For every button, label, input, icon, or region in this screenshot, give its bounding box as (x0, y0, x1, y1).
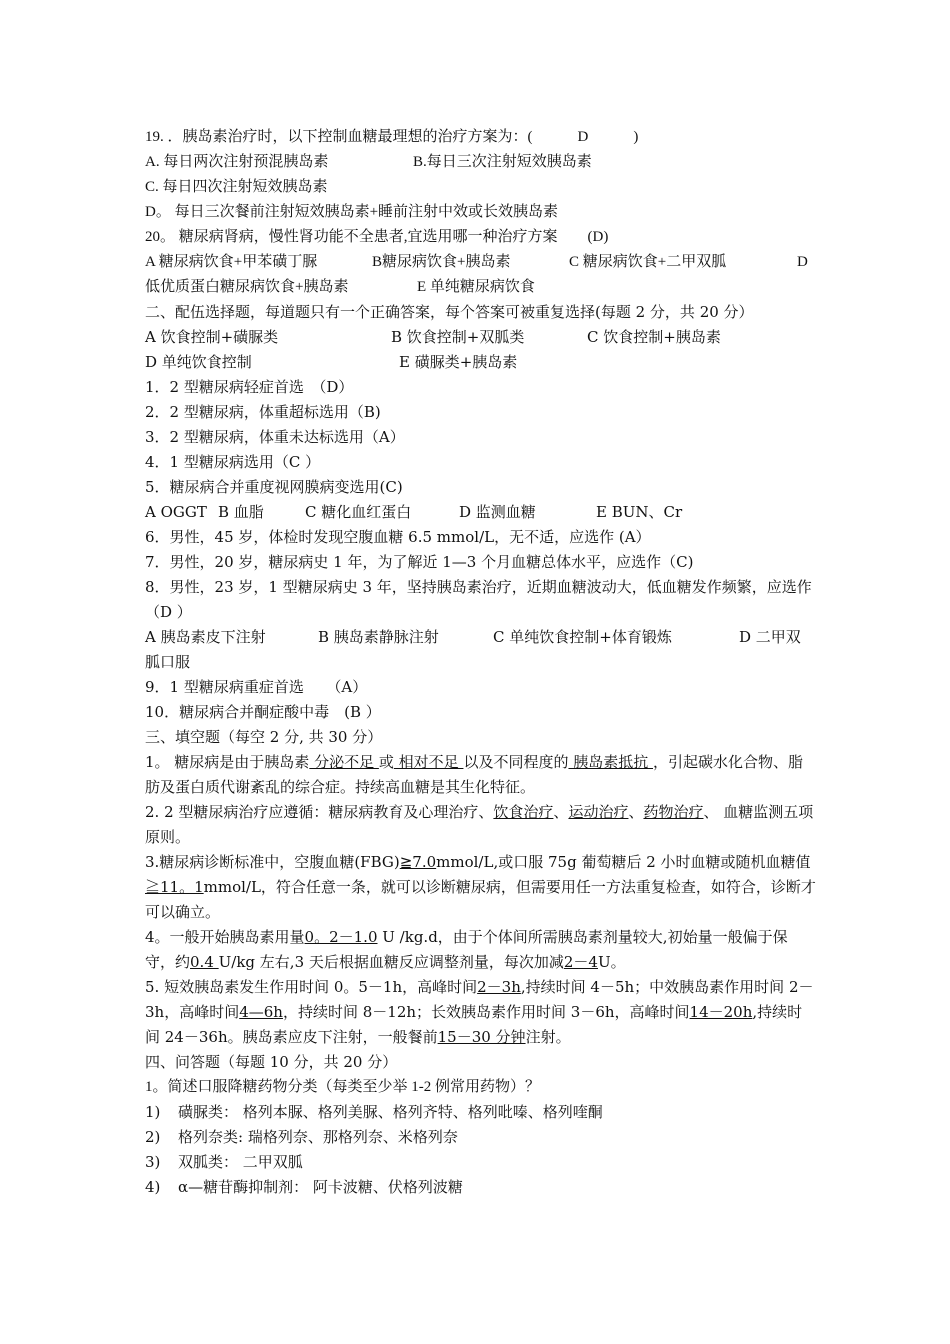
q20-option-e: E 单纯糖尿病饮食 (417, 279, 535, 295)
section2-question-7: 7．男性，20 岁，糖尿病史 1 年，为了解近 1—3 个月血糖总体水平，应选作（C) (145, 553, 694, 571)
blank-answer: 药物治疗 (643, 803, 704, 821)
blank-answer: 14－20h (689, 1003, 753, 1021)
group3-option-a: A 胰岛素皮下注射 (145, 628, 266, 646)
section2-group1-options-abc (145, 325, 817, 350)
q19-option-c: C. 每日四次注射短效胰岛素 (145, 179, 328, 195)
group3-option-d-head: D 二甲双 (739, 628, 801, 646)
group2-option-a: A OGGT (145, 503, 207, 521)
blank-answer: 分泌不足 (309, 753, 379, 771)
section2-question-10: 10．糖尿病合并酮症酸中毒 (B ） (145, 703, 381, 721)
fill-blank-5: 5. 短效胰岛素发生作用时间 0。5－1h，高峰时间2－3h,持续时间 4－5h；中效胰岛素作用时间 2－3h，高峰时间4—6h，持续时间 8－12h；长效胰岛素作用时间 3－6h，高峰时间14－20h,持续时间 24－36h。胰岛素应皮下注射，一般餐前15－30 分钟注射。 (145, 978, 814, 1046)
blank-answer: 15－30 分钟 (437, 1028, 526, 1046)
answer-item-number: 2) (145, 1128, 161, 1146)
answer-item-1 (145, 1100, 817, 1125)
section2-question-8: 8．男性，23 岁，1 型糖尿病史 3 年，坚持胰岛素治疗，近期血糖波动大，低血糖发作频繁，应选作 （D ） (145, 578, 842, 621)
fill-blank-3: 3.糖尿病诊断标准中，空腹血糖(FBG)≧7.0mmol/L,或口服 75g 葡萄糖后 2 小时血糖或随机血糖值≧11。1mmol/L，符合任意一条，就可以诊断糖尿病，但需要用任一方法重复检查，如符合，诊断才可以确立。 (145, 853, 816, 921)
q20-option-b: B糖尿病饮食+胰岛素 (372, 254, 511, 270)
section2-question-9: 9．1 型糖尿病重症首选 （A） (145, 678, 368, 696)
section2-question-3: 3．2 型糖尿病，体重未达标选用（A） (145, 428, 405, 446)
group2-option-d: D 监测血糖 (459, 503, 536, 521)
q19-option-b: B.每日三次注射短效胰岛素 (413, 154, 592, 170)
q20-option-a: A 糖尿病饮食+甲苯磺丁脲 (145, 254, 318, 270)
group1-option-b: B 饮食控制+双胍类 (391, 328, 525, 346)
group2-option-c: C 糖化血红蛋白 (305, 503, 412, 521)
answer-item-text: α—糖苷酶抑制剂： 阿卡波糖、伏格列波糖 (178, 1178, 463, 1196)
blank-answer: 4—6h (239, 1003, 283, 1021)
section2-question-4: 4．1 型糖尿病选用（C ） (145, 453, 321, 471)
document-body (145, 125, 842, 1200)
section4-title: 四、问答题（每题 10 分，共 20 分） (145, 1053, 398, 1071)
section2-question-1: 1．2 型糖尿病轻症首选 （D） (145, 378, 354, 396)
blank-answer: 0.4 (190, 953, 219, 971)
q19-stem: 19. ．胰岛素治疗时，以下控制血糖最理想的治疗方案为：( D ) (145, 129, 639, 145)
fill-blank-4: 4。一般开始胰岛素用量0。2－1.0 U /kg.d，由于个体间所需胰岛素剂量较大,初始量一般偏于保守，约0.4 U/kg 左右,3 天后根据血糖反应调整剂量，每次加减2－4U。 (145, 928, 788, 971)
blank-answer: 运动治疗 (568, 803, 629, 821)
answer-item-2 (145, 1125, 817, 1150)
group1-option-d: D 单纯饮食控制 (145, 353, 252, 371)
q20-option-c: C 糖尿病饮食+二甲双胍 (569, 254, 727, 270)
group1-option-c: C 饮食控制+胰岛素 (587, 328, 721, 346)
section4-question-1: 1。简述口服降糖药物分类（每类至少举 1-2 例常用药物）？ (145, 1079, 540, 1095)
q19-options-ab (145, 150, 817, 175)
q20-option-d-head: D (797, 254, 808, 270)
fill-blank-2: 2. 2 型糖尿病治疗应遵循：糖尿病教育及心理治疗、饮食治疗、运动治疗、药物治疗、 血糖监测五项原则。 (145, 803, 814, 846)
q19-option-d: D。 每日三次餐前注射短效胰岛素+睡前注射中效或长效胰岛素 (145, 204, 559, 220)
answer-item-4 (145, 1175, 817, 1200)
group3-option-c: C 单纯饮食控制+体育锻炼 (493, 628, 672, 646)
blank-answer: 胰岛素抵抗 (568, 753, 653, 771)
section2-group2-options (145, 500, 817, 525)
answer-item-text: 磺脲类： 格列本脲、格列美脲、格列齐特、格列吡嗪、格列喹酮 (178, 1103, 603, 1121)
group2-option-e: E BUN、Cr (596, 503, 683, 521)
blank-answer: 0。2－1.0 (304, 928, 378, 946)
blank-answer: 2－3h (477, 978, 521, 996)
blank-answer: 相对不足 (393, 753, 464, 771)
group2-option-b: B 血脂 (218, 503, 264, 521)
blank-answer: ≧7.0 (399, 853, 437, 871)
answer-item-number: 1) (145, 1103, 161, 1121)
section2-group3-options (145, 625, 817, 650)
fill-blank-1: 1。 糖尿病是由于胰岛素 分泌不足 或 相对不足 以及不同程度的 胰岛素抵抗 ，引起碳水化合物、脂肪及蛋白质代谢紊乱的综合症。持续高血糖是其生化特征。 (145, 753, 804, 796)
section2-group1-options-de (145, 350, 817, 375)
section2-title: 二、配伍选择题，每道题只有一个正确答案，每个答案可被重复选择(每题 2 分，共 20 分） (145, 303, 754, 321)
blank-answer: 饮食治疗 (493, 803, 554, 821)
section3-title: 三、填空题（每空 2 分, 共 30 分） (145, 728, 383, 746)
section2-question-6: 6．男性，45 岁，体检时发现空腹血糖 6.5 mmol/L，无不适，应选作 (A） (145, 528, 651, 546)
group1-option-e: E 磺脲类+胰岛素 (399, 353, 518, 371)
group1-option-a: A 饮食控制+磺脲类 (145, 328, 279, 346)
answer-item-text: 格列奈类: 瑞格列奈、那格列奈、米格列奈 (178, 1128, 458, 1146)
group3-option-d-tail: 胍口服 (145, 653, 191, 671)
answer-item-number: 3) (145, 1153, 161, 1171)
q20-option-d-tail: 低优质蛋白糖尿病饮食+胰岛素 (145, 279, 349, 295)
blank-answer: 2－4 (563, 953, 598, 971)
q20-options-abcd (145, 250, 817, 275)
q20-options-de (145, 275, 817, 300)
section2-question-2: 2．2 型糖尿病，体重超标选用（B) (145, 403, 381, 421)
answer-item-text: 双胍类： 二甲双胍 (178, 1153, 303, 1171)
group3-option-b: B 胰岛素静脉注射 (318, 628, 439, 646)
q20-stem: 20。 糖尿病肾病，慢性肾功能不全患者,宜选用哪一种治疗方案 (D) (145, 229, 609, 245)
answer-item-3 (145, 1150, 817, 1175)
answer-item-number: 4) (145, 1178, 161, 1196)
section2-question-5: 5．糖尿病合并重度视网膜病变选用(C) (145, 478, 403, 496)
q19-option-a: A. 每日两次注射预混胰岛素 (145, 154, 329, 170)
blank-answer: ≧11。1 (145, 878, 204, 896)
